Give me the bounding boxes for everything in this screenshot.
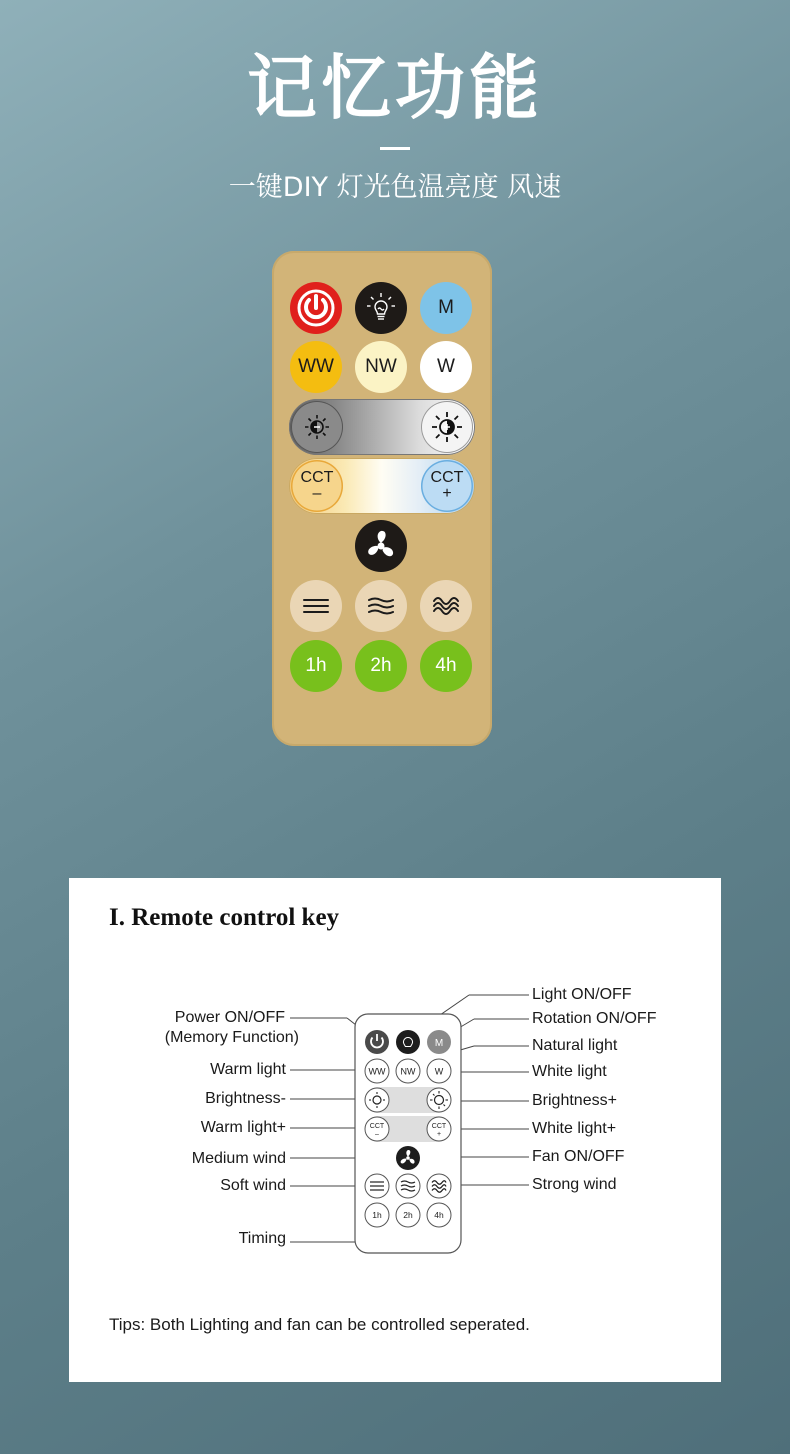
small-w-label: W (434, 1066, 444, 1077)
timer-4h-button[interactable] (420, 640, 472, 692)
w-label: W (437, 356, 455, 377)
medium-wind-button[interactable] (355, 580, 407, 632)
cct-minus-label: CCT – (300, 469, 334, 502)
cct-slider[interactable] (289, 458, 475, 514)
brightness-minus-button[interactable] (291, 401, 343, 453)
timer-2h-button[interactable] (355, 640, 407, 692)
small-2h-label: 2h (403, 1210, 413, 1220)
manual-card (69, 878, 721, 1382)
rotation-m-button[interactable] (420, 282, 472, 334)
soft-wind-button[interactable] (290, 580, 342, 632)
timer-1h-label: 1h (305, 655, 327, 676)
label-soft-wind: Soft wind (220, 1177, 286, 1194)
light-bulb-icon (363, 290, 399, 326)
fan-icon (361, 526, 401, 566)
svg-text:CCT: CCT (431, 1123, 447, 1130)
label-fan-onoff: Fan ON/OFF (532, 1148, 625, 1165)
label-medium-wind: Medium wind (191, 1150, 286, 1167)
small-1h-label: 1h (372, 1210, 382, 1220)
m-label: M (438, 297, 454, 318)
small-ww-label: WW (368, 1066, 386, 1077)
svg-text:CCT: CCT (369, 1123, 385, 1130)
title-divider (380, 147, 410, 150)
label-white-light-plus: White light+ (532, 1120, 617, 1137)
brightness-minus-icon (302, 412, 332, 442)
brightness-plus-button[interactable] (421, 401, 473, 453)
strong-wind-button[interactable] (420, 580, 472, 632)
label-power-memory: (Memory Function) (164, 1029, 299, 1046)
manual-heading: I. Remote control key (109, 904, 340, 931)
svg-text:–: – (375, 1131, 379, 1138)
label-rotation-onoff: Rotation ON/OFF (532, 1010, 657, 1027)
label-timing: Timing (238, 1230, 286, 1247)
natural-light-button[interactable] (355, 341, 407, 393)
tips-text: Tips: Both Lighting and fan can be controlled seperated. (109, 1315, 530, 1334)
label-warm-light: Warm light (210, 1061, 286, 1078)
small-4h-label: 4h (434, 1210, 444, 1220)
brightness-slider[interactable] (289, 399, 475, 455)
fan-button[interactable] (355, 520, 407, 572)
timer-1h-button[interactable] (290, 640, 342, 692)
page-subtitle: 一键DIY 灯光色温亮度 风速 (228, 172, 562, 203)
white-light-button[interactable] (420, 341, 472, 393)
medium-wind-icon (366, 591, 396, 621)
label-strong-wind: Strong wind (532, 1176, 617, 1193)
ww-label: WW (298, 356, 334, 377)
svg-text:+: + (436, 1131, 442, 1138)
small-m-label: M (434, 1038, 444, 1049)
label-brightness-plus: Brightness+ (532, 1092, 617, 1109)
light-button[interactable] (355, 282, 407, 334)
warm-light-button[interactable] (290, 341, 342, 393)
power-button[interactable] (290, 282, 342, 334)
label-warm-light-plus: Warm light+ (200, 1119, 286, 1136)
label-power: Power ON/OFF (174, 1009, 285, 1026)
label-light-onoff: Light ON/OFF (532, 986, 632, 1003)
page-title: 记忆功能 (247, 47, 543, 129)
cct-plus-button[interactable] (421, 460, 473, 512)
remote-diagram (69, 878, 721, 1382)
timer-4h-label: 4h (435, 655, 457, 676)
strong-wind-icon (431, 591, 461, 621)
soft-wind-icon (301, 591, 331, 621)
remote-control (272, 251, 492, 746)
power-icon (296, 288, 336, 328)
cct-minus-button[interactable] (291, 460, 343, 512)
cct-plus-label: CCT + (430, 469, 464, 502)
label-brightness-minus: Brightness- (205, 1090, 286, 1107)
brightness-plus-icon (430, 410, 464, 444)
timer-2h-label: 2h (370, 655, 392, 676)
label-white-light: White light (532, 1063, 607, 1080)
small-nw-label: NW (400, 1066, 416, 1077)
label-natural-light: Natural light (532, 1037, 618, 1054)
nw-label: NW (365, 356, 397, 377)
